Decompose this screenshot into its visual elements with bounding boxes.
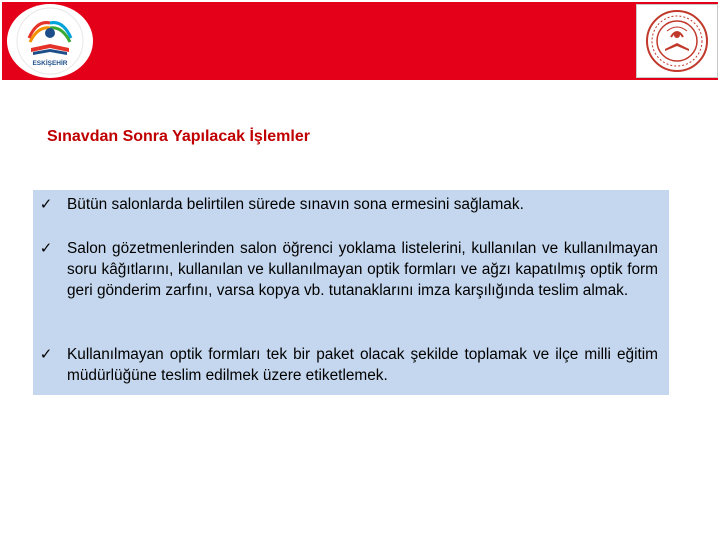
header-bar bbox=[2, 2, 718, 80]
ministry-logo-frame bbox=[636, 4, 718, 78]
page-title: Sınavdan Sonra Yapılacak İşlemler bbox=[47, 128, 310, 145]
list-item bbox=[33, 238, 669, 301]
list-item bbox=[33, 344, 669, 386]
bullet-text: Salon gözetmenlerinden salon öğrenci yoklama listelerini, kullanılan ve kullanılmayan soru kâğıtlarını, kullanılan ve kullanılmayan optik formları ve ağzı kapatılmış optik form geri gönderim zarfını, varsa kopya vb. tutanaklarını imza karşılığında teslim almak. bbox=[67, 240, 658, 299]
content-box bbox=[33, 190, 669, 395]
bullet-text: Kullanılmayan optik formları tek bir paket olacak şekilde toplamak ve ilçe milli eğitim müdürlüğüne teslim edilmek üzere etiketlemek. bbox=[67, 346, 658, 384]
check-icon: ✓ bbox=[39, 346, 53, 363]
logo-text: ESKİŞEHİR bbox=[32, 60, 68, 67]
ministry-seal-icon bbox=[637, 5, 717, 77]
eskisehir-logo bbox=[7, 4, 93, 78]
check-icon: ✓ bbox=[39, 240, 53, 257]
list-item bbox=[33, 194, 669, 215]
check-icon: ✓ bbox=[39, 196, 53, 213]
eskisehir-education-logo-icon bbox=[7, 4, 93, 78]
bullet-text: Bütün salonlarda belirtilen sürede sınavın sona ermesini sağlamak. bbox=[67, 196, 524, 213]
